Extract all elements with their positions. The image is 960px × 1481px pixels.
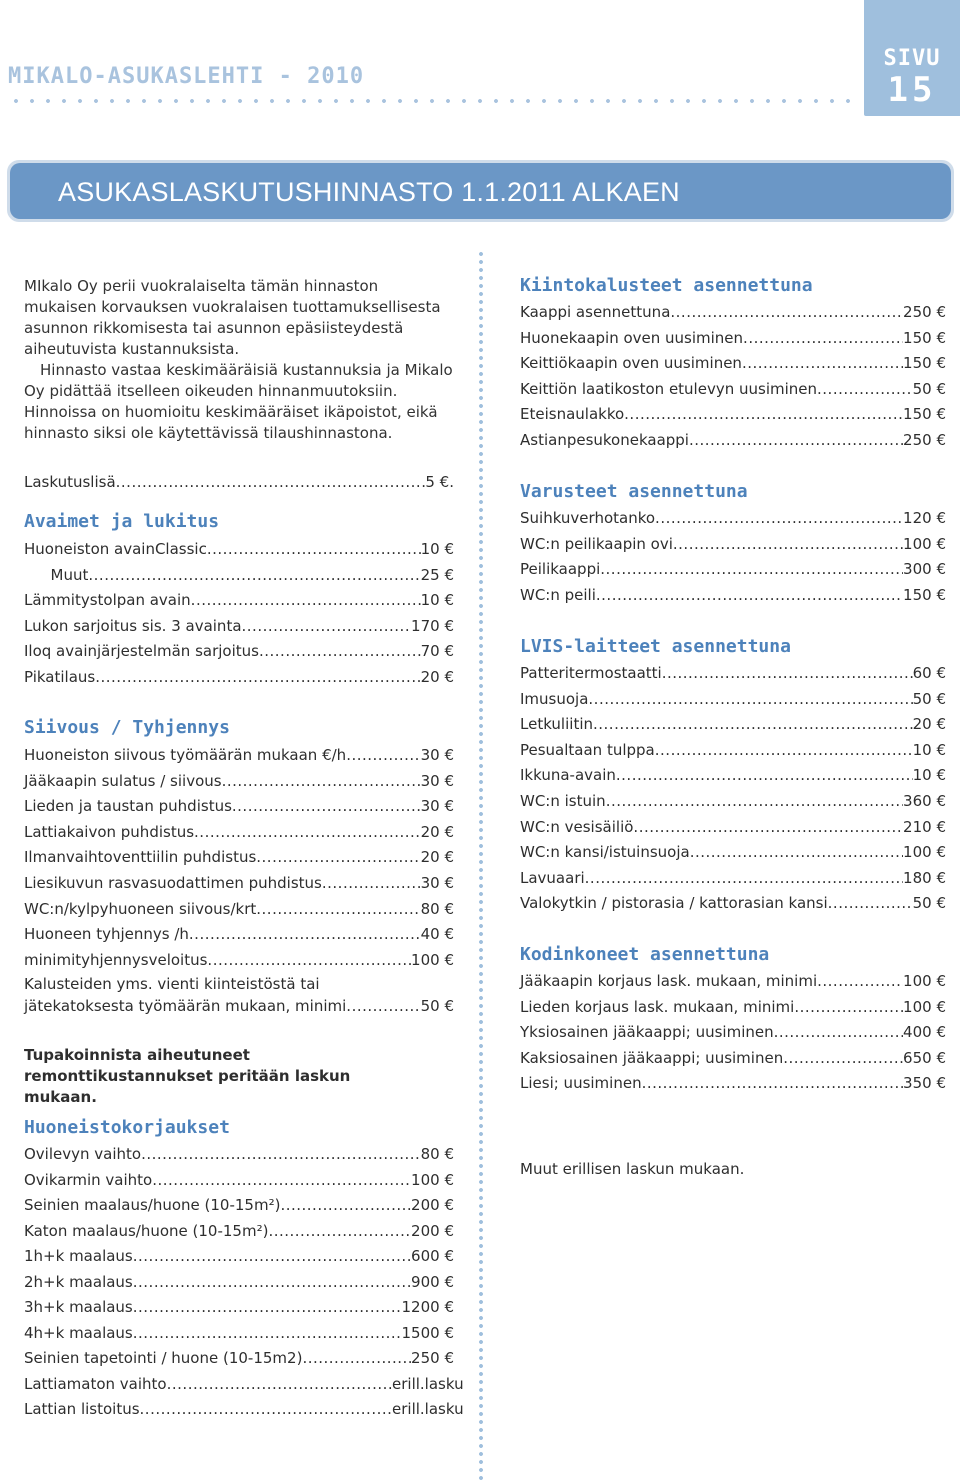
dot-leader <box>232 795 421 817</box>
price-row <box>24 923 454 945</box>
title-banner <box>7 160 954 222</box>
dot-leader <box>133 1271 411 1293</box>
price-row-value: 50 € <box>912 379 946 398</box>
price-row-label: WC:n peili <box>520 585 596 604</box>
price-row <box>520 301 946 323</box>
price-row <box>520 558 946 580</box>
dot-leader <box>596 584 903 606</box>
dot-leader <box>302 1347 411 1369</box>
price-row-sublabel: Muut <box>50 565 89 584</box>
muut-note: Muut erillisen laskun mukaan. <box>520 1160 745 1178</box>
price-row-value: 40 € <box>420 925 454 944</box>
price-row <box>24 564 454 586</box>
laskutuslisa-row: Laskutuslisä ..... 5 €. <box>24 471 454 493</box>
price-row-value: 150 € <box>903 585 946 604</box>
section-title-kodinkoneet: Kodinkoneet asennettuna <box>520 944 770 965</box>
price-row <box>520 867 946 889</box>
dot-leader <box>346 744 420 766</box>
price-row-label: WC:n/kylpyhuoneen siivous/krt <box>24 899 257 918</box>
price-row-label: Jääkaapin korjaus lask. mukaan, minimi <box>520 972 818 990</box>
price-row-label: Yksiosainen jääkaappi; uusiminen <box>520 1023 774 1041</box>
price-row-label: Keittiökaapin oven uusiminen <box>520 354 742 372</box>
price-row <box>24 846 454 868</box>
price-row-label: Pesualtaan tulppa <box>520 740 655 759</box>
price-row <box>24 1169 454 1191</box>
kalusteiden-row: Kalusteiden yms. vienti kiinteistöstä tai jätekatoksesta työmäärän mukaan, minimi ..... 50 € <box>24 973 454 1017</box>
column-divider <box>478 250 484 1480</box>
price-row <box>520 739 946 761</box>
dot-leader <box>133 1322 402 1344</box>
price-row-value: 100 € <box>903 843 946 862</box>
price-row <box>24 821 454 843</box>
dot-leader <box>783 1047 903 1069</box>
dot-leader <box>588 688 912 710</box>
dot-leader <box>642 1072 903 1094</box>
price-row-label: 3h+k maalaus <box>24 1298 133 1316</box>
page-number: 15 <box>887 70 937 110</box>
price-row-value: 250 € <box>903 303 946 321</box>
price-row-label: Peilikaappi <box>520 560 601 578</box>
page-title: ASUKASLASKUTUSHINNASTO 1.1.2011 ALKAEN <box>58 177 680 207</box>
price-row-label: Valokytkin / pistorasia / kattorasian kansi <box>520 894 828 913</box>
price-row-value: 50 € <box>912 689 946 708</box>
price-row-label: Ikkuna-avain <box>520 766 616 785</box>
price-row-label: Lämmitystolpan avain <box>24 591 191 610</box>
dot-leader <box>259 640 421 662</box>
price-row <box>24 1143 454 1165</box>
dot-leader <box>794 996 903 1018</box>
dot-leader <box>742 352 903 374</box>
price-row-value: 200 € <box>411 1221 454 1240</box>
price-row-label: WC:n peilikaapin ovi <box>520 534 673 553</box>
price-row-value: 20 € <box>420 822 454 841</box>
price-row-value: 170 € <box>411 616 454 635</box>
price-row <box>520 403 946 425</box>
price-row-label: WC:n vesisäiliö <box>520 817 634 836</box>
price-row-label: Liesi; uusiminen <box>520 1074 642 1092</box>
price-row-label: Imusuoja <box>520 689 589 708</box>
price-row-label: Huonekaapin oven uusiminen <box>520 328 744 347</box>
price-row <box>520 584 946 606</box>
magazine-title: MIKALO-ASUKASLEHTI - 2010 <box>8 64 365 89</box>
price-row-label: Seinien maalaus/huone (10-15m²) <box>24 1196 281 1214</box>
price-row-label: Kaappi asennettuna <box>520 303 671 321</box>
price-row-label: Ovilevyn vaihto <box>24 1145 142 1163</box>
price-row-label: Huoneen tyhjennys /h <box>24 925 189 944</box>
price-row-label: 1h+k maalaus <box>24 1247 133 1265</box>
price-row <box>24 640 454 662</box>
price-row <box>24 1271 454 1293</box>
price-row <box>520 1047 946 1069</box>
dot-leader <box>242 615 412 637</box>
price-row-value: 20 € <box>420 668 454 686</box>
price-row-value: 300 € <box>903 560 946 578</box>
price-row <box>24 1296 454 1318</box>
dot-leader <box>690 841 903 863</box>
price-row <box>24 1245 454 1267</box>
dot-leader <box>280 1194 411 1216</box>
dot-leader <box>95 666 420 688</box>
price-row <box>520 327 946 349</box>
price-row-value: 100 € <box>903 972 946 990</box>
price-row-value: 70 € <box>420 642 454 661</box>
price-row-label: Huoneiston siivous työmäärän mukaan €/h <box>24 746 347 764</box>
price-row-value: 80 € <box>420 899 454 918</box>
dot-leader <box>600 558 903 580</box>
price-row-label: Huoneiston avain <box>24 540 155 558</box>
price-row-label: Iloq avainjärjestelmän sarjoitus <box>24 642 259 661</box>
price-row-label: Eteisnaulakko <box>520 405 625 423</box>
price-row-label: Katon maalaus/huone (10-15m²) <box>24 1221 269 1240</box>
dot-leader <box>207 949 411 971</box>
dot-leader <box>222 770 421 792</box>
intro-paragraph-1: MIkalo Oy perii vuokralaiselta tämän hinnaston mukaisen korvauksen vuokralaisen tuottamuksellisesta asunnon rikkomisesta tai asunnon epäsiisteydestä aiheutuvista kustannuksista. <box>24 277 441 358</box>
price-row-label: Patteritermostaatti <box>520 664 662 682</box>
price-row <box>24 1373 464 1395</box>
price-row <box>24 898 454 920</box>
price-row <box>520 533 946 555</box>
price-row-value: 900 € <box>411 1272 454 1291</box>
price-row-label: WC:n istuin <box>520 792 606 810</box>
price-row-label: Suihkuverhotanko <box>520 509 656 527</box>
price-row <box>24 1398 464 1420</box>
price-row-value: 180 € <box>903 868 946 887</box>
price-row-value: 150 € <box>903 405 946 423</box>
price-row-value: 25 € <box>420 565 454 584</box>
section-title-avaimet: Avaimet ja lukitus <box>24 511 220 532</box>
price-row-label: 2h+k maalaus <box>24 1272 133 1291</box>
price-row <box>520 764 946 786</box>
dot-leader <box>141 1143 421 1165</box>
dot-leader <box>774 1021 903 1043</box>
dot-leader <box>817 970 903 992</box>
price-row-label: 4h+k maalaus <box>24 1323 133 1342</box>
price-row-value: 10 € <box>912 740 946 759</box>
section-title-kiintokalusteet: Kiintokalusteet asennettuna <box>520 275 813 296</box>
dot-leader <box>585 867 903 889</box>
price-row-value: 50 € <box>912 894 946 913</box>
dot-leader <box>689 429 903 451</box>
price-row-value: 100 € <box>411 950 454 969</box>
price-row-label: Lattian listoitus <box>24 1400 140 1418</box>
price-row <box>520 1072 946 1094</box>
dot-leader <box>194 821 421 843</box>
price-row-label: Lattiakaivon puhdistus <box>24 822 195 841</box>
price-row <box>520 429 946 451</box>
intro-paragraph-2: Hinnasto vastaa keskimääräisiä kustannuksia ja Mikalo Oy pidättää itselleen oikeuden hinnanmuutoksiin. Hinnoissa on huomioitu keskimääräiset ikäpoistot, eikä hinnasto siksi ole käytettävissä tilaushinnastona. <box>24 361 453 442</box>
price-row-value: 250 € <box>903 430 946 449</box>
price-row-label: Lieden korjaus lask. mukaan, minimi <box>520 997 795 1016</box>
dot-leader <box>817 378 913 400</box>
dot-leader <box>828 892 913 914</box>
dot-leader <box>593 713 913 735</box>
price-row-value: 20 € <box>420 848 454 867</box>
price-row-label: Kaksiosainen jääkaappi; uusiminen <box>520 1048 784 1067</box>
price-row-value: 1200 € <box>401 1298 454 1316</box>
price-row-label: Liesikuvun rasvasuodattimen puhdistus <box>24 874 322 892</box>
dot-leader <box>167 1373 392 1395</box>
price-row-label: Lattiamaton vaihto <box>24 1374 167 1393</box>
price-row-value: 60 € <box>912 664 946 682</box>
dot-leader <box>133 1245 411 1267</box>
price-row <box>520 996 946 1018</box>
page-label: SIVU <box>883 46 941 71</box>
price-row-label: Lukon sarjoitus sis. 3 avainta <box>24 616 242 635</box>
price-row <box>520 1021 946 1043</box>
dot-leader <box>191 589 421 611</box>
dot-leader <box>670 301 903 323</box>
tupakointi-note: Tupakoinnista aiheutuneet remonttikustannukset peritään laskun mukaan. <box>24 1046 351 1106</box>
dot-leader <box>140 1398 392 1420</box>
price-row-value: 360 € <box>903 792 946 810</box>
dot-leader <box>322 872 421 894</box>
price-row-label: Astianpesukonekaappi <box>520 430 689 449</box>
price-row-value: 30 € <box>420 874 454 892</box>
dot-leader <box>673 533 903 555</box>
price-row-value: 200 € <box>411 1196 454 1214</box>
price-row-label: Letkuliitin <box>520 715 593 734</box>
price-row-value: 150 € <box>903 328 946 347</box>
price-row <box>24 538 454 560</box>
price-row-value: 20 € <box>912 715 946 734</box>
price-row-value: 150 € <box>903 354 946 372</box>
page-number-box <box>864 0 960 116</box>
price-row <box>520 841 946 863</box>
price-row-value: 250 € <box>411 1349 454 1367</box>
price-row-value: 350 € <box>903 1074 946 1092</box>
price-row-label: Pikatilaus <box>24 668 96 686</box>
price-row <box>520 892 946 914</box>
price-row <box>520 713 946 735</box>
dot-leader <box>256 898 420 920</box>
price-row <box>520 790 946 812</box>
dot-leader <box>88 564 420 586</box>
price-row-value: 30 € <box>420 746 454 764</box>
price-row <box>24 872 454 894</box>
section-title-varusteet: Varusteet asennettuna <box>520 481 748 502</box>
price-row-label: Ilmanvaihtoventtiilin puhdistus <box>24 848 257 867</box>
price-row-value: 100 € <box>903 534 946 553</box>
price-row-value: erill.lasku <box>392 1374 464 1393</box>
dot-leader <box>616 764 913 786</box>
price-row-value: 30 € <box>420 771 454 790</box>
dot-leader <box>743 327 903 349</box>
dot-leader <box>662 662 913 684</box>
price-row-value: 30 € <box>420 797 454 816</box>
price-row-value: 400 € <box>903 1023 946 1041</box>
price-row-label: Ovikarmin vaihto <box>24 1170 153 1189</box>
price-row <box>24 589 454 611</box>
section-title-huoneistokorjaukset: Huoneistokorjaukset <box>24 1117 230 1138</box>
price-row <box>24 795 454 817</box>
price-row-value: 650 € <box>903 1048 946 1067</box>
section-title-lvis: LVIS-laitteet asennettuna <box>520 636 791 657</box>
dot-leader <box>606 790 903 812</box>
price-row <box>24 1194 454 1216</box>
price-row <box>24 1347 454 1369</box>
price-row <box>24 666 454 688</box>
price-row <box>24 949 454 971</box>
price-row-value: 10 € <box>420 591 454 610</box>
price-row-label: Lavuaari <box>520 868 585 887</box>
price-row <box>520 378 946 400</box>
price-row-value: 80 € <box>420 1145 454 1163</box>
price-row-value: erill.lasku <box>392 1400 464 1418</box>
price-row <box>520 352 946 374</box>
dot-leader <box>655 507 903 529</box>
price-row <box>520 662 946 684</box>
price-row-value: 210 € <box>903 817 946 836</box>
intro-text <box>24 276 454 444</box>
price-row <box>24 1322 454 1344</box>
dot-leader <box>268 1220 411 1242</box>
dot-leader <box>189 923 421 945</box>
dot-leader <box>256 846 420 868</box>
price-row <box>24 770 454 792</box>
section-title-siivous: Siivous / Tyhjennys <box>24 717 230 738</box>
price-row <box>520 816 946 838</box>
price-row-label: Jääkaapin sulatus / siivous <box>24 771 222 790</box>
price-row-label: minimityhjennysveloitus <box>24 950 208 969</box>
dotted-divider <box>8 99 850 103</box>
price-row-label: WC:n kansi/istuinsuoja <box>520 843 690 862</box>
price-row-value: 100 € <box>411 1170 454 1189</box>
price-row-value: 1500 € <box>401 1323 454 1342</box>
dot-leader <box>624 403 903 425</box>
price-row-label: Seinien tapetointi / huone (10-15m2) <box>24 1349 303 1367</box>
dot-leader <box>207 538 421 560</box>
price-row <box>24 1220 454 1242</box>
price-row-sublabel: Classic <box>154 540 207 558</box>
price-row-value: 10 € <box>420 540 454 558</box>
price-row-label: Keittiön laatikoston etulevyn uusiminen <box>520 379 818 398</box>
price-row <box>520 507 946 529</box>
price-row <box>24 744 454 766</box>
price-row-value: 600 € <box>411 1247 454 1265</box>
price-row-value: 10 € <box>912 766 946 785</box>
price-row <box>24 615 454 637</box>
dot-leader <box>655 739 913 761</box>
price-row-value: 120 € <box>903 509 946 527</box>
price-row-value: 100 € <box>903 997 946 1016</box>
dot-leader <box>133 1296 402 1318</box>
price-row-label: Lieden ja taustan puhdistus <box>24 797 232 816</box>
price-row <box>520 688 946 710</box>
price-row <box>520 970 946 992</box>
dot-leader <box>633 816 903 838</box>
dot-leader <box>152 1169 411 1191</box>
